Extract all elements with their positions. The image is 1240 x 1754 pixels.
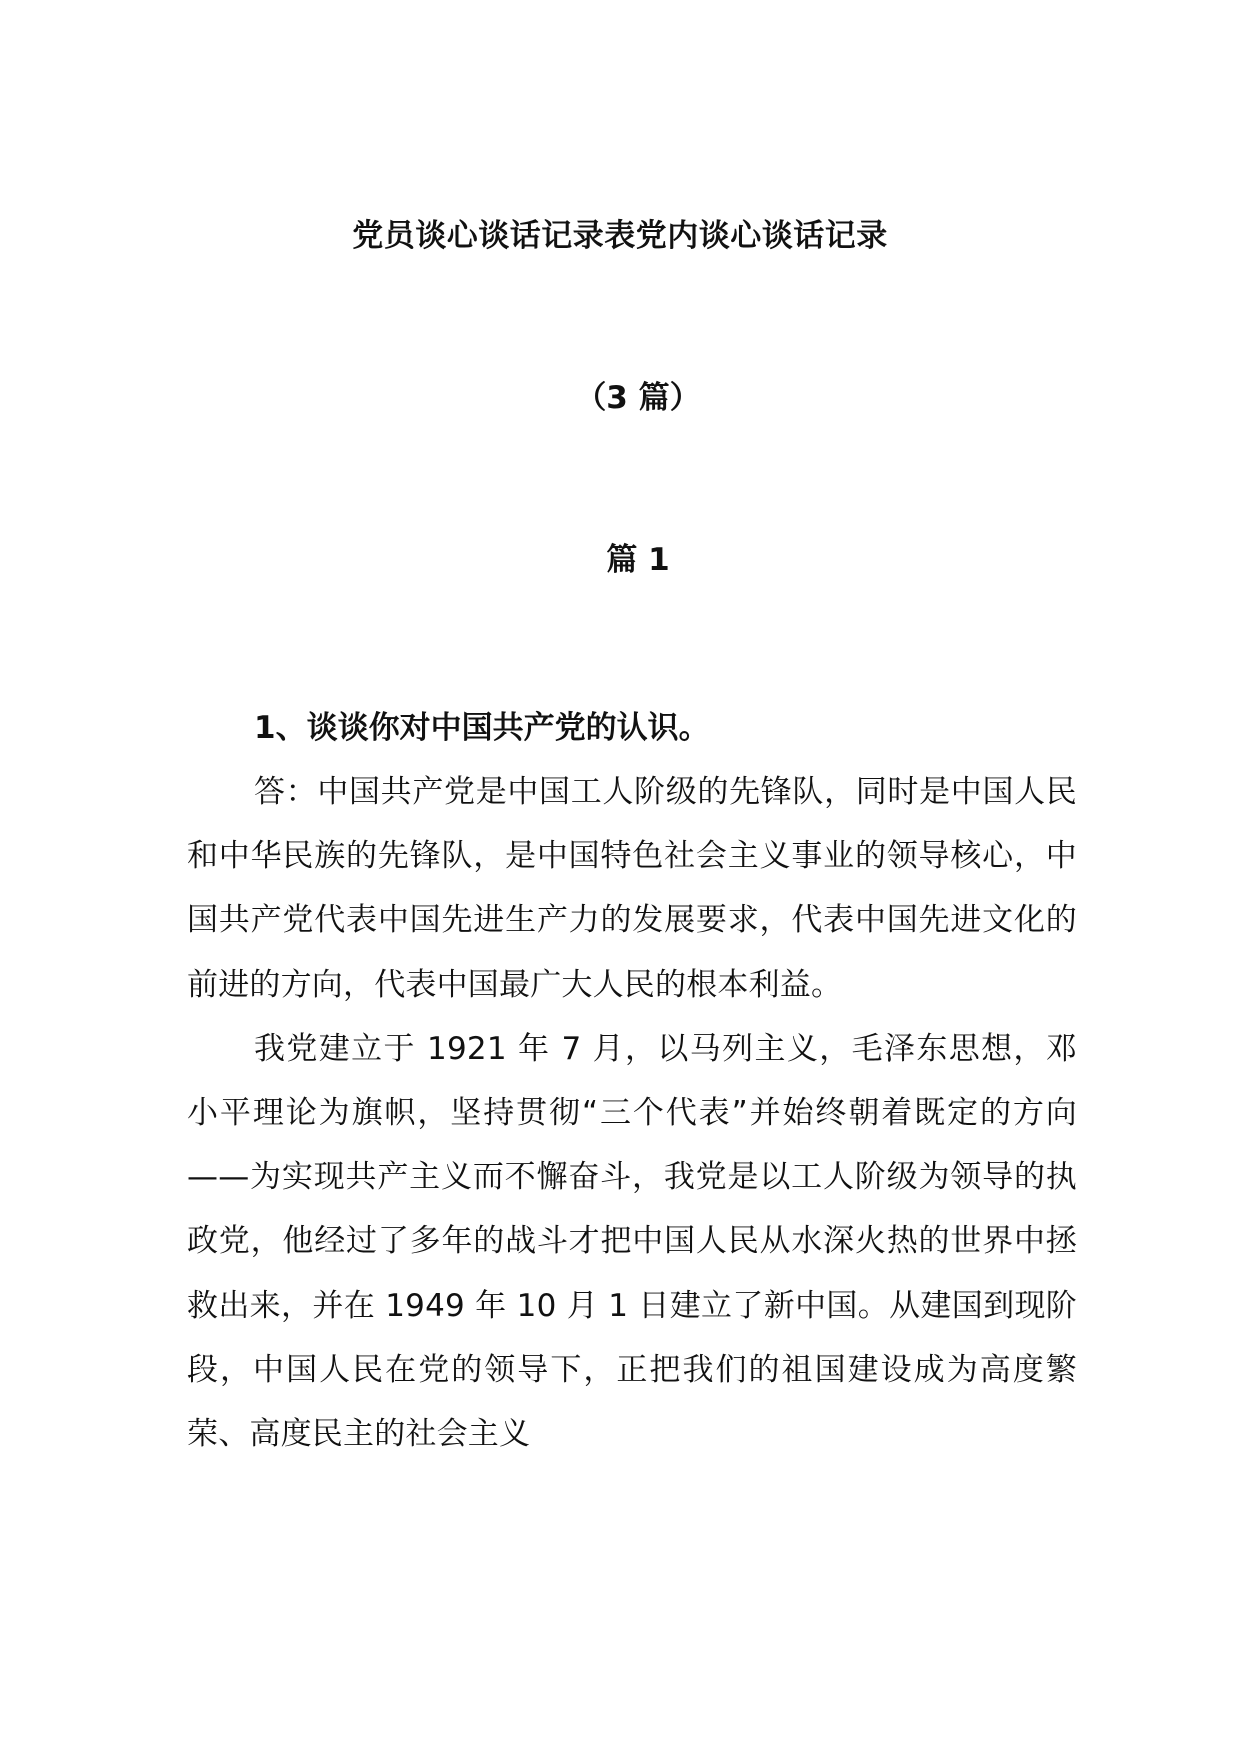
section-title: 篇 1: [606, 542, 670, 578]
answer-paragraph: 答：中国共产党是中国工人阶级的先锋队，同时是中国人民和中华民族的先锋队，是中国特色社会主义事业的领导核心，中国共产党代表中国先进生产力的发展要求，代表中国先进文化的前进的方向，代表中国最广大人民的根本利益。: [187, 774, 1077, 1003]
document-subtitle: （3 篇）: [575, 380, 701, 416]
question-heading: 1、谈谈你对中国共产党的认识。: [254, 710, 710, 746]
history-paragraph: 我党建立于 1921 年 7 月，以马列主义，毛泽东思想，邓小平理论为旗帜，坚持贯彻“三个代表”并始终朝着既定的方向——为实现共产主义而不懈奋斗，我党是以工人阶级为领导的执政党，他经过了多年的战斗才把中国人民从水深火热的世界中拯救出来，并在 1949 年 10 月 1 日建立了新中国。从建国到现阶段，中国人民在党的领导下，正把我们的祖国建设成为高度繁荣、高度民主的社会主义: [187, 1030, 1077, 1453]
document-title: 党员谈心谈话记录表党内谈心谈话记录: [352, 218, 888, 254]
body-text: [187, 696, 1077, 1466]
